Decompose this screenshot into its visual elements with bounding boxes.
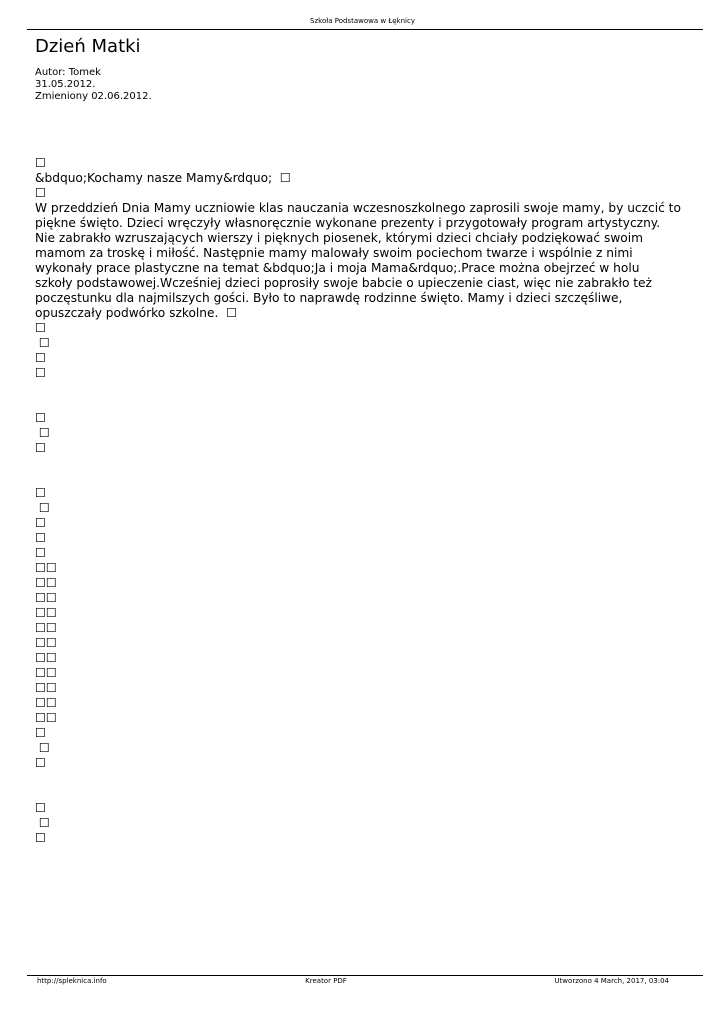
- body-line: szkoły podstawowej.Wcześniej dzieci poprosiły swoje babcie o upieczenie ciast, więc nie zabrakło też: [35, 276, 652, 290]
- body-line: ☐: [35, 336, 50, 350]
- body-line: ☐: [35, 741, 50, 755]
- body-line: wykonały prace plastyczne na temat &bdquo;Ja i moja Mama&rdquo;.Prace można obejrzeć w holu: [35, 261, 640, 275]
- body-line: [35, 396, 695, 411]
- body-line: ☐: [35, 801, 46, 815]
- body-line: ☐: [35, 186, 46, 200]
- body-line: [35, 786, 695, 801]
- article-meta: [35, 67, 152, 103]
- body-line: &bdquo;Kochamy nasze Mamy&rdquo; ☐: [35, 171, 291, 185]
- body-line: opuszczały podwórko szkolne. ☐: [35, 306, 238, 320]
- article-body: [35, 126, 695, 846]
- body-line: [35, 141, 695, 156]
- body-line: ☐☐: [35, 651, 57, 665]
- body-line: ☐: [35, 831, 46, 845]
- body-line: [35, 471, 695, 486]
- footer-created: Utworzono 4 March, 2017, 03:04: [554, 977, 669, 985]
- site-title: Szkoła Podstawowa w Łęknicy: [310, 17, 415, 25]
- body-line: ☐: [35, 411, 46, 425]
- body-line: ☐☐: [35, 576, 57, 590]
- body-line: poczęstunku dla najmilszych gości. Było to naprawdę rodzinne święto. Mamy i dzieci szczęśliwe,: [35, 291, 623, 305]
- body-line: ☐☐: [35, 561, 57, 575]
- header-rule: [27, 29, 703, 30]
- body-line: ☐: [35, 546, 46, 560]
- body-line: ☐: [35, 816, 50, 830]
- body-line: ☐☐: [35, 621, 57, 635]
- footer-url: http://spleknica.info: [37, 977, 107, 985]
- body-line: piękne święto. Dzieci wręczyły własnoręcznie wykonane prezenty i przygotowały program artystyczny.: [35, 216, 661, 230]
- body-line: [35, 771, 695, 786]
- body-line: ☐: [35, 156, 46, 170]
- body-line: ☐: [35, 441, 46, 455]
- author-line: Autor: Tomek: [35, 67, 101, 78]
- body-line: Nie zabrakło wzruszających wierszy i pięknych piosenek, którymi dzieci chciały podziękować swoim: [35, 231, 644, 245]
- footer-generator: Kreator PDF: [305, 977, 347, 985]
- body-line: mamom za troskę i miłość. Następnie mamy malowały swoim pociechom twarze i wspólnie z nimi: [35, 246, 633, 260]
- body-line: ☐☐: [35, 666, 57, 680]
- modified-line: Zmieniony 02.06.2012.: [35, 91, 152, 102]
- body-line: ☐☐: [35, 636, 57, 650]
- body-line: ☐: [35, 516, 46, 530]
- body-line: ☐: [35, 531, 46, 545]
- body-line: ☐: [35, 321, 46, 335]
- article-title: Dzień Matki: [35, 36, 141, 57]
- body-line: W przeddzień Dnia Mamy uczniowie klas nauczania wczesnoszkolnego zaprosili swoje mamy, by uczcić to: [35, 201, 681, 215]
- body-line: [35, 381, 695, 396]
- body-line: ☐: [35, 486, 46, 500]
- body-line: ☐☐: [35, 681, 57, 695]
- body-line: ☐☐: [35, 591, 57, 605]
- body-line: ☐: [35, 756, 46, 770]
- body-line: ☐☐: [35, 696, 57, 710]
- body-line: [35, 126, 695, 141]
- body-line: [35, 456, 695, 471]
- body-line: ☐: [35, 501, 50, 515]
- body-line: ☐: [35, 426, 50, 440]
- body-line: ☐☐: [35, 711, 57, 725]
- body-line: ☐: [35, 366, 46, 380]
- body-line: ☐: [35, 351, 46, 365]
- body-line: ☐☐: [35, 606, 57, 620]
- date-line: 31.05.2012.: [35, 79, 96, 90]
- body-line: ☐: [35, 726, 46, 740]
